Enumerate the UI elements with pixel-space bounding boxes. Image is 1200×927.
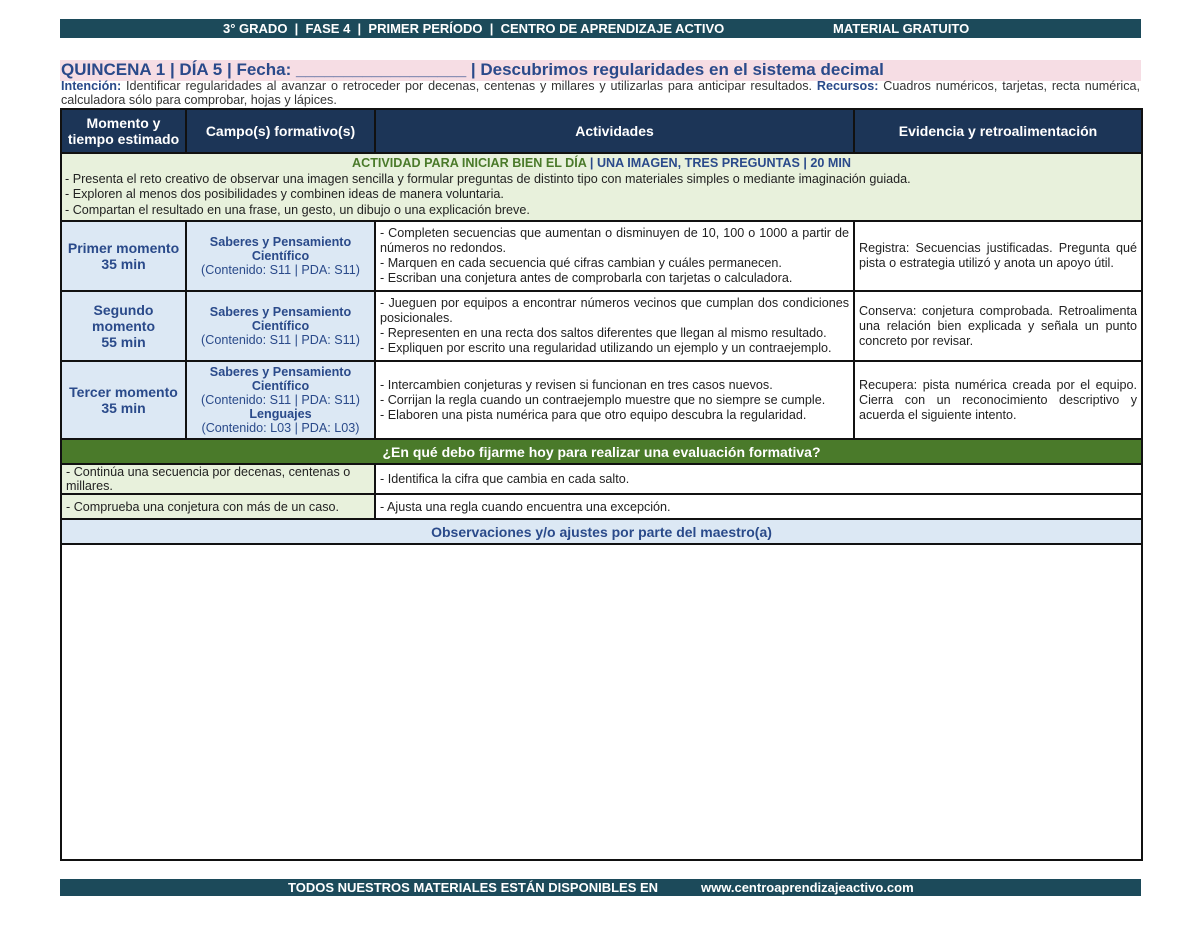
page-title: QUINCENA 1 | DÍA 5 | Fecha: __________________ | Descubrimos regularidades en el sistema decimal <box>61 60 884 79</box>
actividad-item: - Escriban una conjetura antes de comprobarla con tarjetas o calculadora. <box>380 271 793 285</box>
actividades-cell <box>375 221 854 291</box>
evaluacion-item: - Identifica la cifra que cambia en cada salto. <box>375 464 1142 494</box>
momento-cell <box>61 361 186 439</box>
evaluacion-heading: ¿En qué debo fijarme hoy para realizar una evaluación formativa? <box>61 439 1142 464</box>
table-row <box>61 221 1142 291</box>
campo-contenido: (Contenido: S11 | PDA: S11) <box>201 263 360 277</box>
campo-contenido: (Contenido: S11 | PDA: S11) <box>201 393 360 407</box>
actividad-item: - Expliquen por escrito una regularidad utilizando un ejemplo y un contraejemplo. <box>380 341 832 355</box>
evaluacion-row <box>61 494 1142 519</box>
evaluacion-item: - Ajusta una regla cuando encuentra una excepción. <box>375 494 1142 519</box>
observaciones-heading: Observaciones y/o ajustes por parte del maestro(a) <box>61 519 1142 544</box>
top-header-bar <box>60 19 1141 38</box>
momento-name: Tercer momento <box>69 384 178 400</box>
inicio-title-green: ACTIVIDAD PARA INICIAR BIEN EL DÍA <box>352 156 587 170</box>
evaluacion-item: - Continúa una secuencia por decenas, centenas o millares. <box>61 464 375 494</box>
evaluacion-heading-row <box>61 439 1142 464</box>
momento-time: 35 min <box>101 400 146 416</box>
inicio-heading <box>65 156 1138 172</box>
campo-contenido: (Contenido: S11 | PDA: S11) <box>201 333 360 347</box>
momento-name: Primer momento <box>67 240 180 256</box>
momento-cell <box>61 221 186 291</box>
intent-label: Intención: <box>61 79 122 93</box>
actividad-item: - Intercambien conjeturas y revisen si funcionan en tres casos nuevos. <box>380 377 773 392</box>
campo-name: Lenguajes <box>249 407 312 421</box>
inicio-title-blue: | UNA IMAGEN, TRES PREGUNTAS | 20 MIN <box>586 156 851 170</box>
actividades-cell <box>375 291 854 361</box>
inicio-cell <box>61 153 1142 221</box>
table-row <box>61 291 1142 361</box>
evidencia-cell: Conserva: conjetura comprobada. Retroalimenta una relación bien explicada y señala un punto concreto por revisar. <box>854 291 1142 361</box>
table-row <box>61 361 1142 439</box>
inicio-line: - Presenta el reto creativo de observar una imagen sencilla y formular preguntas de distinto tipo con materiales simples o mediante imaginación guiada. <box>65 171 911 186</box>
header-right-text: MATERIAL GRATUITO <box>833 21 970 36</box>
campo-name: Saberes y Pensamiento Científico <box>209 235 352 263</box>
inicio-line: - Compartan el resultado en una frase, un gesto, un dibujo o una explicación breve. <box>65 202 530 217</box>
intent-paragraph <box>61 79 1140 107</box>
actividad-item: - Corrijan la regla cuando un contraejemplo muestre que no siempre se cumple. <box>380 392 826 407</box>
resources-label: Recursos: <box>816 79 879 93</box>
campo-name: Saberes y Pensamiento Científico <box>209 305 352 333</box>
actividad-item: - Representen en una recta dos saltos diferentes que llegan al mismo resultado. <box>380 326 827 340</box>
observaciones-area-row <box>61 544 1142 860</box>
actividad-item: - Completen secuencias que aumentan o disminuyen de 10, 100 o 1000 a partir de números no redondos. <box>380 226 849 255</box>
momento-time: 55 min <box>101 334 146 350</box>
header-momento-line1: Momento y <box>86 115 161 131</box>
campo-cell <box>186 361 375 439</box>
footer-link[interactable]: www.centroaprendizajeactivo.com <box>701 880 914 895</box>
footer-left-text: TODOS NUESTROS MATERIALES ESTÁN DISPONIBLES EN <box>288 880 659 895</box>
observaciones-heading-row <box>61 519 1142 544</box>
footer-bar <box>60 879 1141 896</box>
actividad-item: - Elaboren una pista numérica para que otro equipo descubra la regularidad. <box>380 407 807 422</box>
observaciones-area[interactable] <box>61 544 1142 860</box>
momento-cell <box>61 291 186 361</box>
actividad-item: - Jueguen por equipos a encontrar números vecinos que cumplan dos condiciones posicionales. <box>380 296 849 325</box>
actividades-cell <box>375 361 854 439</box>
inicio-row <box>61 153 1142 221</box>
planning-table <box>60 108 1143 861</box>
evidencia-cell: Recupera: pista numérica creada por el equipo. Cierra con un reconocimiento descriptivo y acuerda el siguiente intento. <box>854 361 1142 439</box>
intent-text: Identificar regularidades al avanzar o retroceder por decenas, centenas y millares y utilizarlas para anticipar resultados. <box>121 79 817 93</box>
campo-name: Saberes y Pensamiento Científico <box>209 365 352 393</box>
campo-cell <box>186 221 375 291</box>
header-evidencia: Evidencia y retroalimentación <box>854 109 1142 153</box>
evaluacion-row <box>61 464 1142 494</box>
campo-contenido: (Contenido: L03 | PDA: L03) <box>201 421 360 435</box>
campo-cell <box>186 291 375 361</box>
table-header-row <box>61 109 1142 153</box>
momento-name: Segundo momento <box>92 302 155 334</box>
header-actividades: Actividades <box>375 109 854 153</box>
momento-time: 35 min <box>101 256 146 272</box>
actividad-item: - Marquen en cada secuencia qué cifras cambian y cuáles permanecen. <box>380 256 782 270</box>
header-momento <box>61 109 186 153</box>
header-campo: Campo(s) formativo(s) <box>186 109 375 153</box>
header-momento-line2: tiempo estimado <box>67 131 180 147</box>
header-left-text: 3° GRADO | FASE 4 | PRIMER PERÍODO | CENTRO DE APRENDIZAJE ACTIVO <box>223 21 725 36</box>
inicio-line: - Exploren al menos dos posibilidades y combinen ideas de manera voluntaria. <box>65 187 504 201</box>
resources-text: Cuadros numéricos, tarjetas, recta numérica, calculadora sólo para comprobar, hojas y lápices. <box>61 79 1140 107</box>
evaluacion-item: - Comprueba una conjetura con más de un caso. <box>61 494 375 519</box>
evidencia-cell: Registra: Secuencias justificadas. Pregunta qué pista o estrategia utilizó y anota un apoyo útil. <box>854 221 1142 291</box>
